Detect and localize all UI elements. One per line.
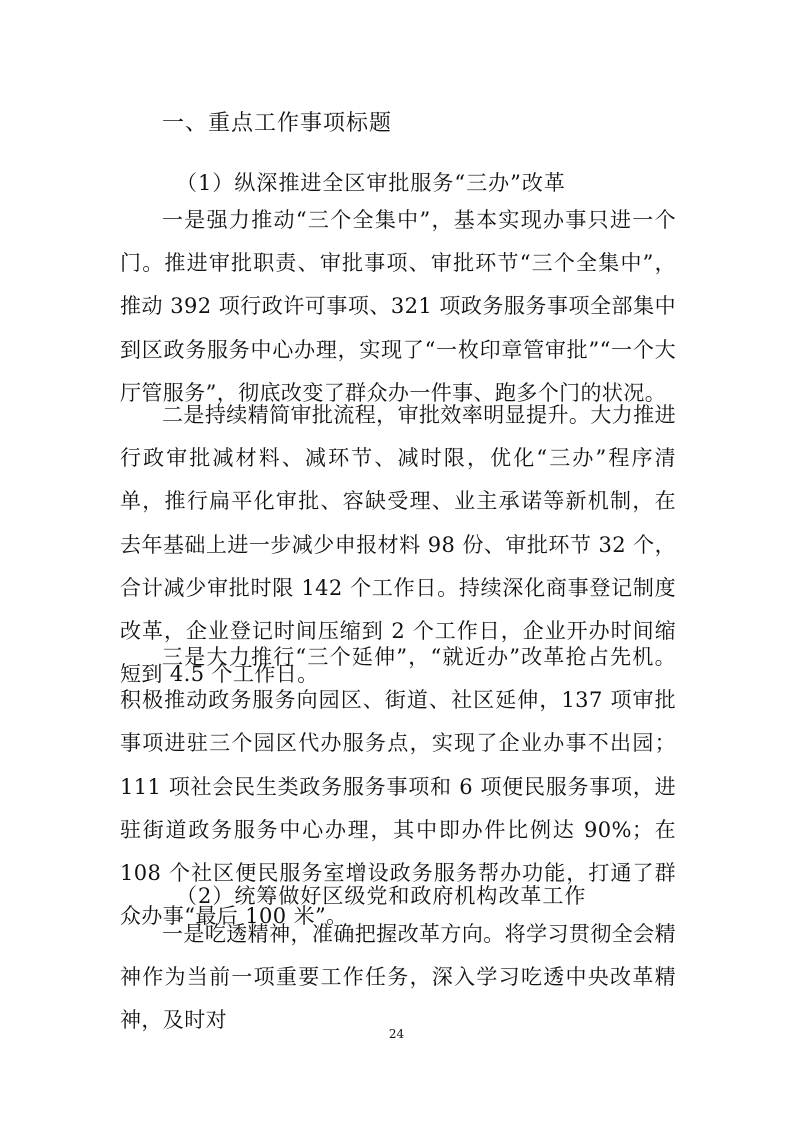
section-heading: 一、重点工作事项标题 <box>162 111 393 136</box>
subsection-title-1: （1）纵深推进全区审批服务“三办”改革 <box>176 171 566 195</box>
paragraph-1-1: 一是强力推动“三个全集中”，基本实现办事只进一个门。推进审批职责、审批事项、审批环节“三个全集中”，推动 392 项行政许可事项、321 项政务服务事项全部集中到区政务服务中心办理，实现了“一枚印章管审批”“一个大厅管服务”，彻底改变了群众办一件事、跑多个门的状况。 <box>120 208 676 405</box>
paragraph-2-1: 一是吃透精神，准确把握改革方向。将学习贯彻全会精神作为当前一项重要工作任务，深入学习吃透中央改革精神，及时对 <box>120 922 676 1033</box>
paragraph-1-3: 三是大力推行“三个延伸”，“就近办”改革抢占先机。积极推动政务服务向园区、街道、社区延伸，137 项审批事项进驻三个园区代办服务点，实现了企业办事不出园；111 项社会民生类政务服务事项和 6 项便民服务事项，进驻街道政务服务中心办理，其中即办件比例达 90%；在 108 个社区便民服务室增设政务服务帮办功能，打通了群众办事“最后 100 米”。 <box>120 645 676 929</box>
subsection-title-2: （2）统筹做好区级党和政府机构改革工作 <box>176 884 587 908</box>
paragraph-1-2: 二是持续精简审批流程，审批效率明显提升。大力推进行政审批减材料、减环节、减时限，优化“三办”程序清单，推行扁平化审批、容缺受理、业主承诺等新机制，在去年基础上进一步减少申报材料 98 份、审批环节 32 个，合计减少审批时限 142 个工作日。持续深化商事登记制度改革，企业登记时间压缩到 2 个工作日，企业开办时间缩短到 4.5 个工作日。 <box>120 403 676 687</box>
page-number: 24 <box>388 1027 405 1041</box>
